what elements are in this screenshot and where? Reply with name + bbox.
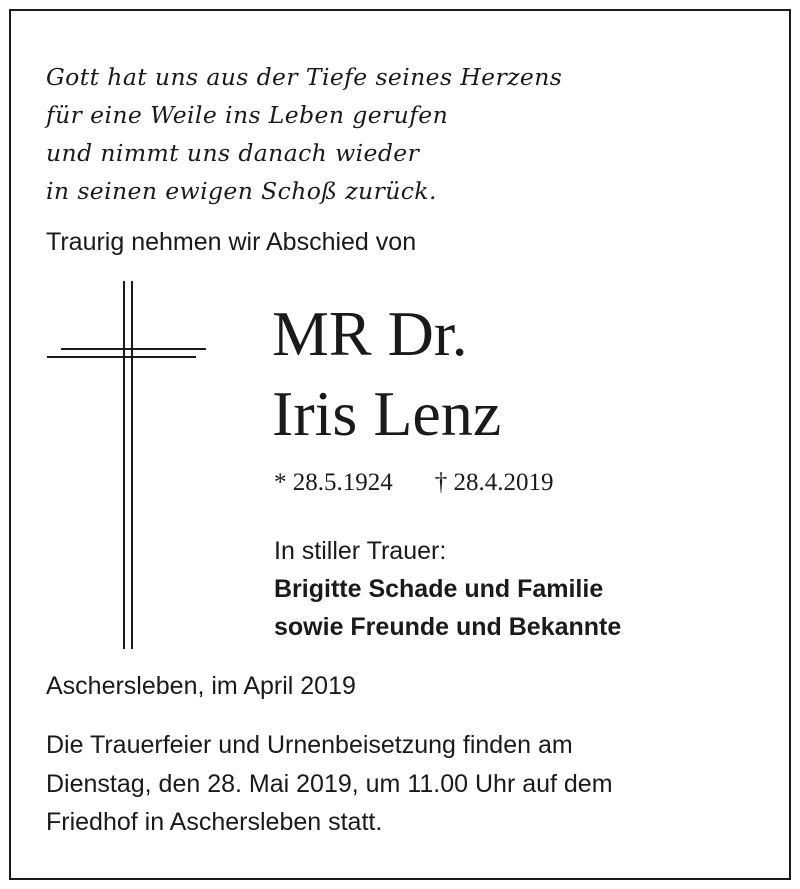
verse-line: in seinen ewigen Schoß zurück. xyxy=(46,177,437,205)
verse-line: und nimmt uns danach wieder xyxy=(46,139,420,167)
cross-vertical-bar-left xyxy=(123,281,125,649)
death-date: † 28.4.2019 xyxy=(434,469,554,496)
deceased-title: MR Dr. xyxy=(272,298,468,369)
ceremony-line: Die Trauerfeier und Urnenbeisetzung finden am xyxy=(46,731,573,759)
verse xyxy=(46,58,562,210)
place-date: Aschersleben, im April 2019 xyxy=(46,672,356,700)
cross-vertical-bar-right xyxy=(131,281,133,649)
intro-text: Traurig nehmen wir Abschied von xyxy=(46,228,417,256)
cross-horizontal-bar-top xyxy=(61,348,206,350)
mourner-line: sowie Freunde und Bekannte xyxy=(274,613,622,641)
verse-line: für eine Weile ins Leben gerufen xyxy=(46,101,449,129)
deceased-name: Iris Lenz xyxy=(272,378,502,449)
ceremony-info xyxy=(46,726,613,842)
life-dates xyxy=(274,466,554,500)
mourners-heading: In stiller Trauer: xyxy=(274,537,447,565)
deceased-name-block xyxy=(272,294,501,454)
mourners-block xyxy=(274,532,621,646)
cross-horizontal-bar-bottom xyxy=(47,356,196,358)
mourner-line: Brigitte Schade und Familie xyxy=(274,575,604,603)
verse-line: Gott hat uns aus der Tiefe seines Herzens xyxy=(46,63,563,91)
ceremony-line: Dienstag, den 28. Mai 2019, um 11.00 Uhr auf dem xyxy=(46,769,613,798)
birth-date: * 28.5.1924 xyxy=(274,469,393,496)
ceremony-line: Friedhof in Aschersleben statt. xyxy=(46,808,383,836)
